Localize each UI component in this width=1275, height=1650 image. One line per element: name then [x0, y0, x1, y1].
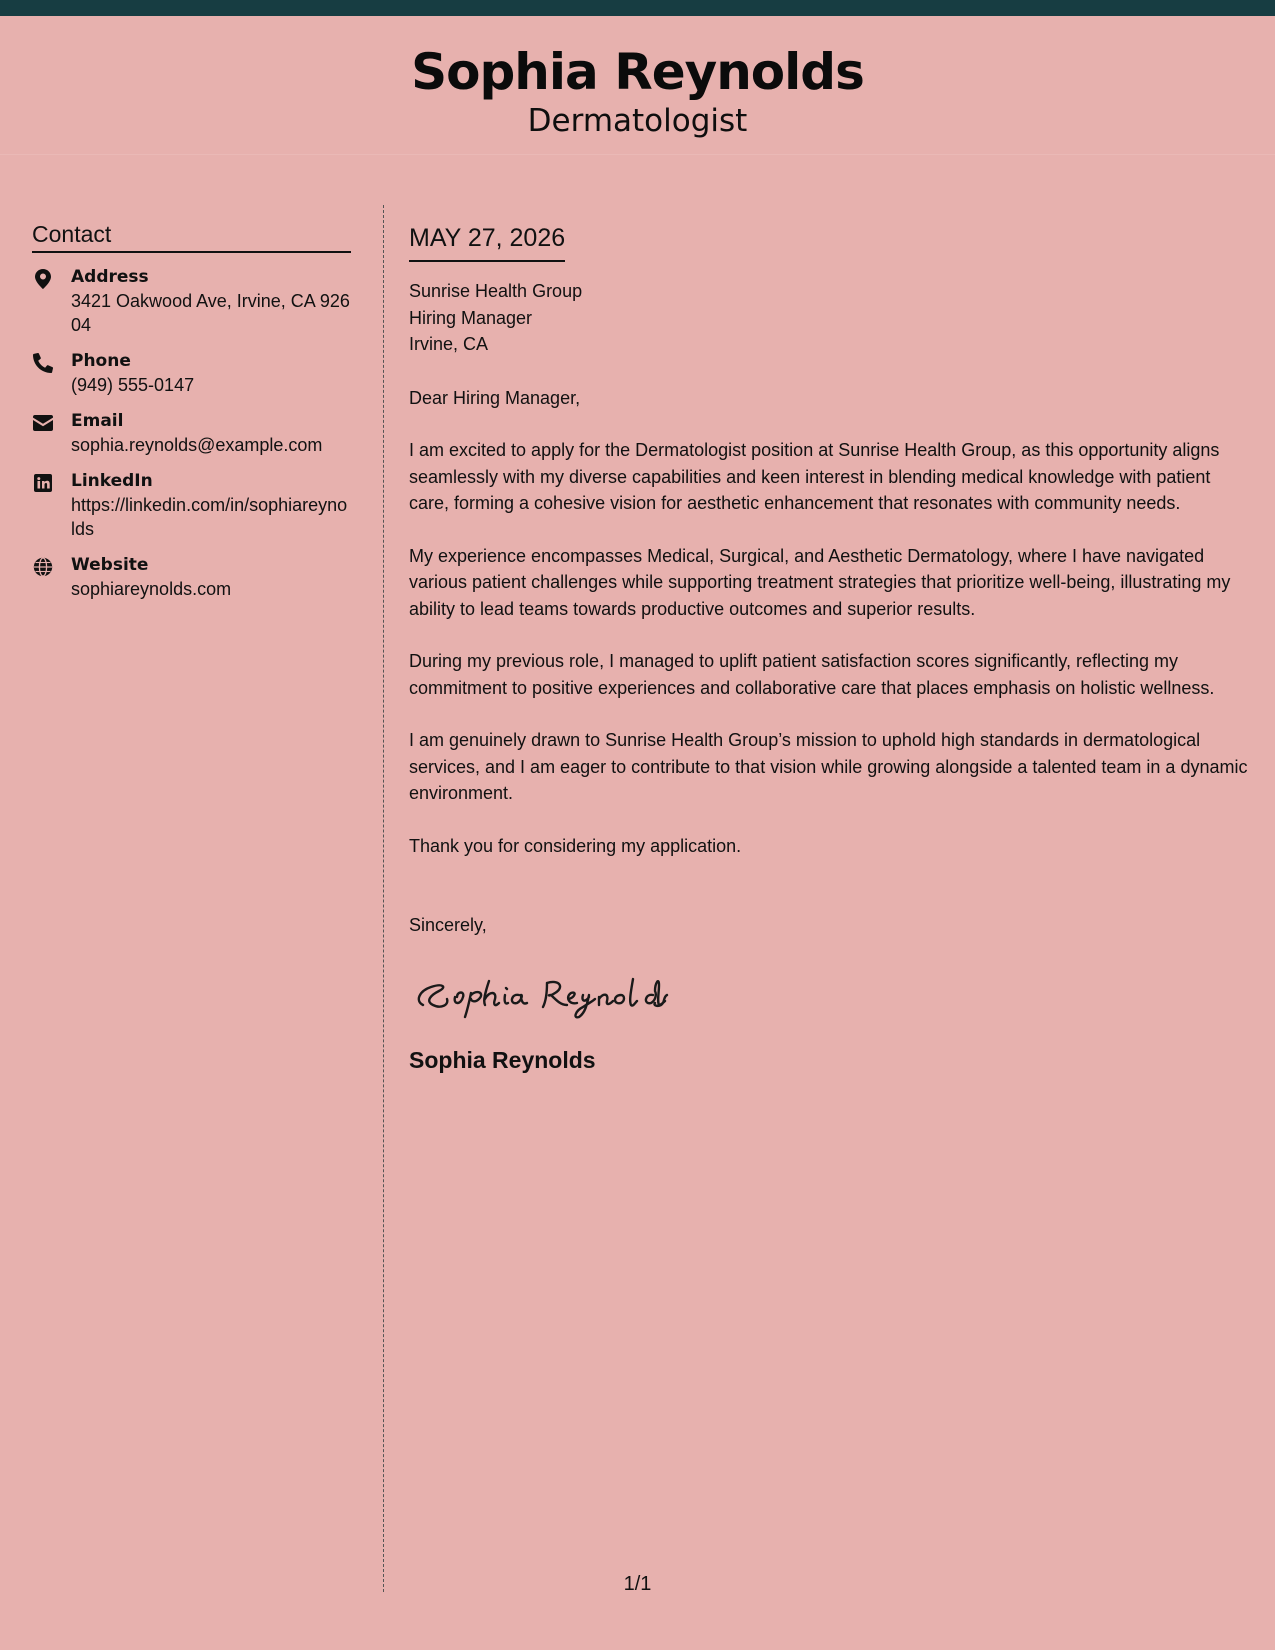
- paragraph: I am genuinely drawn to Sunrise Health Group’s mission to uphold high standards in dermatological services, and I am eager to contribute to that vision while growing alongside a talented team in a dynamic environment.: [409, 730, 1248, 803]
- contact-address: [32, 265, 351, 337]
- address-label: Address: [71, 267, 149, 287]
- paragraph: Thank you for considering my application.: [409, 835, 742, 856]
- applicant-name: Sophia Reynolds: [411, 43, 864, 101]
- contact-email: [32, 409, 351, 457]
- paragraph: My experience encompasses Medical, Surgical, and Aesthetic Dermatology, where I have navigated various patient challenges while supporting treatment strategies that prioritize well-being, illustrating my ability to lead teams towards productive outcomes and superior results.: [409, 545, 1231, 619]
- globe-icon: [32, 556, 54, 578]
- signer-name: Sophia Reynolds: [409, 1046, 596, 1073]
- address-value: 3421 Oakwood Ave, Irvine, CA 92604: [71, 291, 350, 335]
- top-accent-bar: [0, 0, 1275, 16]
- letter-body: [409, 220, 1251, 1075]
- linkedin-label: LinkedIn: [71, 471, 153, 491]
- contact-website: [32, 553, 351, 601]
- page-header: [0, 16, 1275, 155]
- linkedin-icon: [32, 472, 54, 494]
- letter-date: MAY 27, 2026: [409, 220, 565, 262]
- phone-value[interactable]: (949) 555-0147: [71, 375, 195, 395]
- recipient-role: Hiring Manager: [409, 307, 533, 328]
- contact-heading: Contact: [32, 218, 351, 253]
- paragraph: During my previous role, I managed to uplift patient satisfaction scores significantly, reflecting my commitment to positive experiences and collaborative care that places emphasis on holistic wellness.: [409, 651, 1215, 698]
- website-label: Website: [71, 555, 149, 575]
- contact-phone: [32, 349, 351, 397]
- recipient-block: [409, 278, 1251, 358]
- website-value[interactable]: sophiareynolds.com: [71, 579, 232, 599]
- greeting: Dear Hiring Manager,: [409, 387, 581, 408]
- phone-icon: [32, 352, 54, 374]
- contact-sidebar: [32, 218, 351, 601]
- linkedin-value[interactable]: https://linkedin.com/in/sophiareynolds: [71, 495, 348, 539]
- closing: Sincerely,: [409, 915, 487, 935]
- page-number: 1/1: [623, 1573, 652, 1595]
- phone-label: Phone: [71, 351, 131, 371]
- handwritten-signature: [409, 961, 1251, 1021]
- location-pin-icon: [32, 268, 54, 290]
- email-value[interactable]: sophia.reynolds@example.com: [71, 435, 323, 455]
- email-label: Email: [71, 411, 124, 431]
- contact-linkedin: [32, 469, 351, 541]
- recipient-location: Irvine, CA: [409, 334, 489, 354]
- job-title: Dermatologist: [527, 103, 748, 139]
- recipient-company: Sunrise Health Group: [409, 281, 583, 301]
- envelope-icon: [32, 412, 54, 434]
- paragraph: I am excited to apply for the Dermatologist position at Sunrise Health Group, as this opportunity aligns seamlessly with my diverse capabilities and keen interest in blending medical knowledge with patient care, forming a cohesive vision for aesthetic enhancement that resonates with community needs.: [409, 440, 1220, 513]
- column-divider: [383, 205, 384, 1592]
